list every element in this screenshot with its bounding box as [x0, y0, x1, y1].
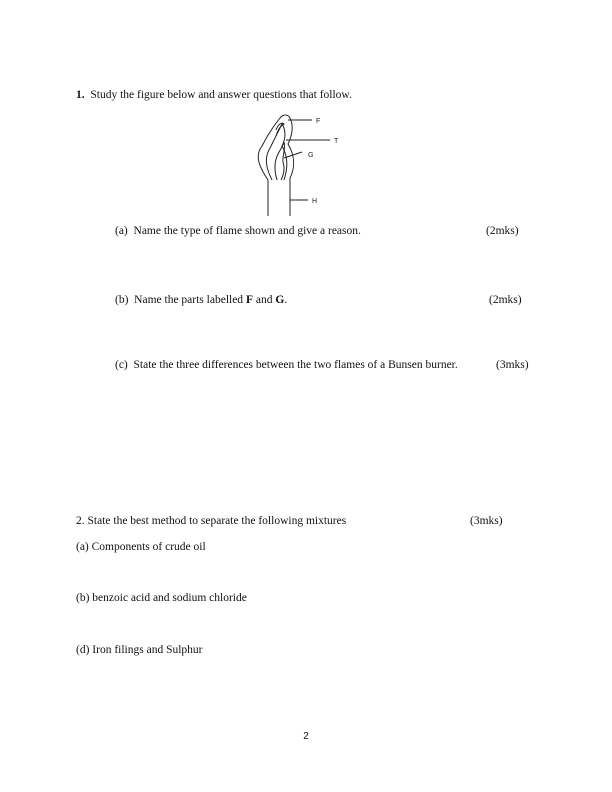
- question-1b-text-after: .: [284, 294, 288, 306]
- question-2-marks: (3mks): [470, 515, 503, 527]
- question-1-text: Study the figure below and answer questions that follow.: [90, 89, 352, 101]
- question-1b-prefix: (b): [115, 294, 129, 306]
- question-2-item-b: (b) benzoic acid and sodium chloride: [76, 592, 247, 604]
- question-1a-prefix: (a): [115, 225, 128, 237]
- question-2-prompt: 2. State the best method to separate the following mixtures: [76, 515, 347, 527]
- question-1c: [115, 358, 458, 372]
- question-1b-bold-g: G: [275, 294, 285, 306]
- question-1c-marks: (3mks): [496, 359, 529, 371]
- question-1a-text: Name the type of flame shown and give a reason.: [133, 225, 361, 237]
- question-1-number: 1.: [76, 89, 85, 101]
- question-1b-text-before: Name the parts labelled: [134, 294, 246, 306]
- question-1c-text: State the three differences between the two flames of a Bunsen burner.: [133, 359, 458, 371]
- label-h: H: [312, 198, 318, 205]
- question-1b-text-mid: and: [252, 294, 276, 306]
- label-g: G: [308, 152, 314, 159]
- flame-tip: [276, 123, 284, 136]
- question-2-item-a: (a) Components of crude oil: [76, 541, 206, 553]
- question-1b: [115, 293, 287, 307]
- page-number: 2: [303, 731, 309, 742]
- flame-diagram: [250, 110, 360, 220]
- question-1a-marks: (2mks): [486, 225, 519, 237]
- question-1-prompt: [76, 88, 352, 102]
- question-1c-prefix: (c): [115, 359, 128, 371]
- question-1a: [115, 224, 361, 238]
- question-2-item-d: (d) Iron filings and Sulphur: [76, 644, 203, 656]
- question-1b-bold-f: F: [245, 294, 253, 306]
- flame-figure: [250, 110, 360, 220]
- label-f: F: [316, 118, 321, 125]
- question-1b-marks: (2mks): [489, 294, 522, 306]
- outer-flame: [258, 115, 293, 180]
- label-t: T: [334, 138, 339, 145]
